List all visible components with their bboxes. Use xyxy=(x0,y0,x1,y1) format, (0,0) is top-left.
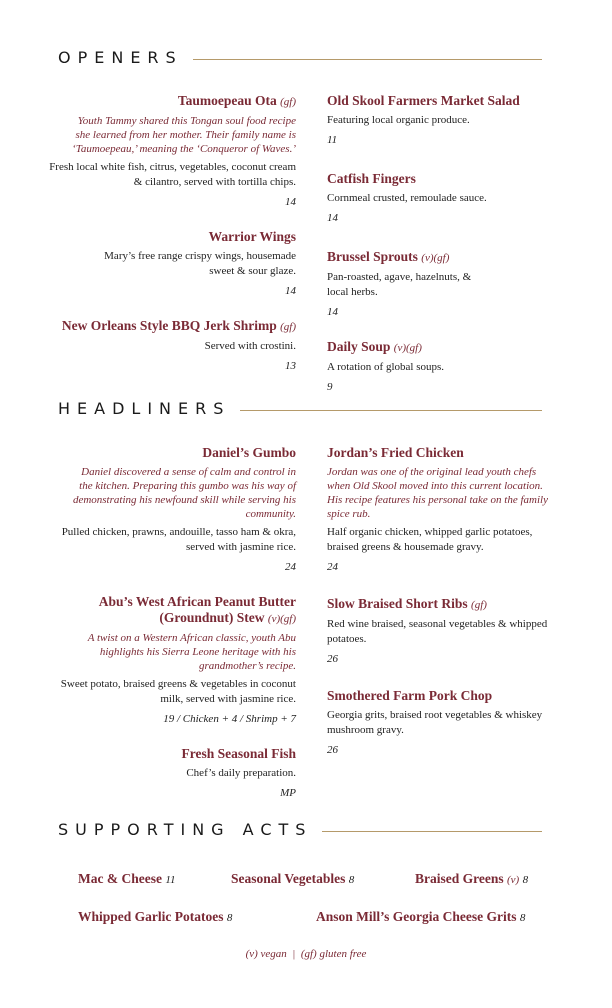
item-description: A rotation of global soups. xyxy=(327,361,445,373)
headliners-title: HEADLINERS xyxy=(58,399,231,418)
item-name: Daily Soup xyxy=(327,339,391,354)
menu-item-farmers-market-salad xyxy=(327,93,559,147)
dietary-tag: (v)(gf) xyxy=(393,342,422,354)
item-name: Warrior Wings xyxy=(208,229,296,244)
item-name: New Orleans Style BBQ Jerk Shrimp xyxy=(61,318,277,333)
item-price: 14 xyxy=(285,196,296,208)
dietary-tag: (gf) xyxy=(280,96,296,108)
item-description: Fresh local white fish, citrus, vegetables, coconut cream & cilantro, served with tortilla chips. xyxy=(49,161,296,188)
side-name: Braised Greens xyxy=(415,871,504,886)
headliners-header xyxy=(58,399,542,418)
item-price: 13 xyxy=(285,360,296,372)
side-seasonal-vegetables xyxy=(231,871,354,887)
side-price: 8 xyxy=(522,874,529,886)
side-name: Whipped Garlic Potatoes xyxy=(78,909,224,924)
menu-item-taumoepeau-ota xyxy=(40,93,296,209)
side-price: 8 xyxy=(226,912,233,924)
item-price: 19 / Chicken + 4 / Shrimp + 7 xyxy=(163,713,296,725)
item-name: Abu’s West African Peanut Butter (Groundnut) Stew xyxy=(98,594,296,625)
dietary-tag: (gf) xyxy=(471,599,487,611)
dietary-tag: (v)(gf) xyxy=(267,613,296,625)
dietary-tag: (gf) xyxy=(280,321,296,333)
item-name: Daniel’s Gumbo xyxy=(202,445,296,460)
side-price: 8 xyxy=(519,912,526,924)
item-price: 14 xyxy=(285,285,296,297)
item-story: A twist on a Western African classic, youth Abu highlights his Sierra Leone heritage with his grandmother’s recipe. xyxy=(87,632,296,672)
item-price: 11 xyxy=(327,134,338,146)
item-name: Taumoepeau Ota xyxy=(177,93,277,108)
item-name: Old Skool Farmers Market Salad xyxy=(327,93,520,108)
item-price: 9 xyxy=(327,381,333,393)
item-description: Sweet potato, braised greens & vegetables in coconut milk, served with jasmine rice. xyxy=(60,678,296,705)
item-name: Smothered Farm Pork Chop xyxy=(327,688,493,703)
openers-left-column xyxy=(40,93,296,395)
item-description: Served with crostini. xyxy=(204,340,296,352)
menu-item-daily-soup xyxy=(327,339,559,394)
item-name: Fresh Seasonal Fish xyxy=(181,746,296,761)
supporting-acts-title: SUPPORTING ACTS xyxy=(58,820,313,839)
item-story: Youth Tammy shared this Tongan soul food recipe she learned from her mother. Their family name is ‘Taumoepeau,’ meaning the ‘Conqueror of Waves.’ xyxy=(72,115,296,155)
item-description: Cornmeal crusted, remoulade sauce. xyxy=(327,192,487,204)
supporting-acts-rule xyxy=(322,831,542,832)
menu-item-abus-peanut-stew xyxy=(40,594,296,726)
menu-item-short-ribs xyxy=(327,596,559,666)
item-description: Chef’s daily preparation. xyxy=(186,767,296,779)
openers-title: OPENERS xyxy=(58,48,183,67)
item-name: Jordan’s Fried Chicken xyxy=(327,445,464,460)
menu-item-bbq-jerk-shrimp xyxy=(40,318,296,373)
side-whipped-garlic-potatoes xyxy=(78,909,232,925)
menu-item-warrior-wings xyxy=(40,229,296,298)
side-name: Mac & Cheese xyxy=(78,871,162,886)
item-description: Mary’s free range crispy wings, housemade sweet & sour glaze. xyxy=(104,250,296,277)
item-description: Featuring local organic produce. xyxy=(327,114,470,126)
openers-right-column xyxy=(327,93,559,416)
item-price: 24 xyxy=(327,561,338,573)
menu-item-pork-chop xyxy=(327,688,559,757)
item-description: Pan-roasted, agave, hazelnuts, & local herbs. xyxy=(327,271,472,298)
side-price: 8 xyxy=(348,874,355,886)
item-price: 14 xyxy=(327,306,338,318)
menu-item-jordans-fried-chicken xyxy=(327,445,559,574)
headliners-right-column xyxy=(327,445,559,779)
menu-item-daniels-gumbo xyxy=(40,445,296,574)
item-name: Catfish Fingers xyxy=(327,171,416,186)
item-price: 24 xyxy=(285,561,296,573)
menu-item-brussel-sprouts xyxy=(327,249,559,319)
item-price: 26 xyxy=(327,653,338,665)
headliners-left-column xyxy=(40,445,296,822)
side-cheese-grits xyxy=(316,909,525,925)
item-description: Half organic chicken, whipped garlic potatoes, braised greens & housemade gravy. xyxy=(327,526,533,553)
item-price: MP xyxy=(280,787,296,799)
side-price: 11 xyxy=(165,874,176,886)
headliners-rule xyxy=(240,410,542,411)
side-mac-and-cheese xyxy=(78,871,176,887)
menu-item-fresh-seasonal-fish xyxy=(40,746,296,800)
item-description: Georgia grits, braised root vegetables & whiskey mushroom gravy. xyxy=(327,709,543,736)
openers-header xyxy=(58,48,542,67)
side-name: Seasonal Vegetables xyxy=(231,871,346,886)
dietary-legend: (v) vegan | (gf) gluten free xyxy=(245,948,367,960)
openers-rule xyxy=(193,59,542,60)
side-braised-greens xyxy=(415,871,528,887)
item-name: Slow Braised Short Ribs xyxy=(327,596,468,611)
item-description: Red wine braised, seasonal vegetables & whipped potatoes. xyxy=(327,618,548,645)
menu-item-catfish-fingers xyxy=(327,171,559,225)
dietary-tag: (v)(gf) xyxy=(421,252,450,264)
supporting-acts-header xyxy=(58,820,542,839)
item-story: Daniel discovered a sense of calm and control in the kitchen. Preparing this gumbo was his way of demonstrating his newfound skill while serving his community. xyxy=(72,466,296,520)
item-story: Jordan was one of the original lead youth chefs when Old Skool moved into this current location. His recipe features his personal take on the family spice rub. xyxy=(327,466,548,520)
item-description: Pulled chicken, prawns, andouille, tasso ham & okra, served with jasmine rice. xyxy=(61,526,296,553)
side-name: Anson Mill’s Georgia Cheese Grits xyxy=(316,909,517,924)
item-name: Brussel Sprouts xyxy=(327,249,418,264)
item-price: 26 xyxy=(327,744,338,756)
dietary-tag: (v) xyxy=(507,874,520,886)
item-price: 14 xyxy=(327,212,338,224)
